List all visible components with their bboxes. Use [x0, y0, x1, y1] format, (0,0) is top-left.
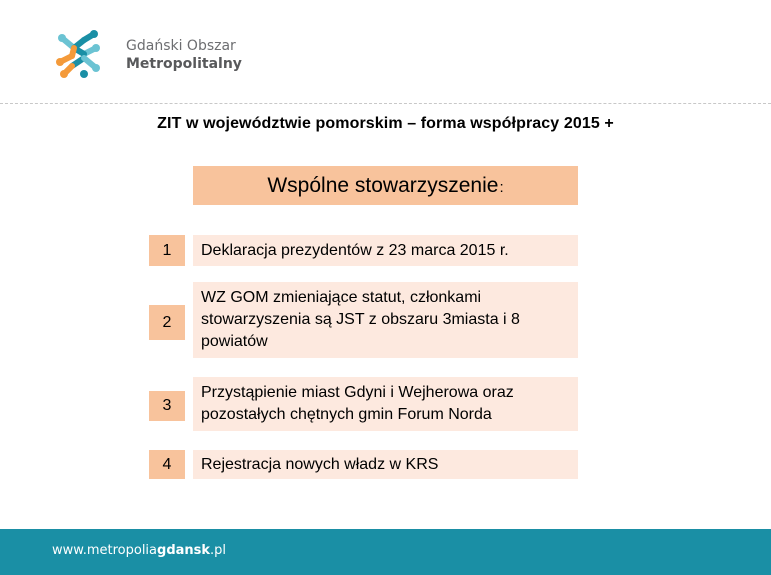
step-label-1: Deklaracja prezydentów z 23 marca 2015 r. [201, 241, 509, 259]
step-label-2: WZ GOM zmieniające statut, członkami stowarzyszenia są JST z obszaru 3miasta i 8 powiatów [201, 289, 520, 350]
step-number-1: 1 [149, 235, 185, 266]
footer-url[interactable] [52, 543, 226, 558]
logo [52, 28, 252, 80]
banner [193, 166, 578, 205]
step-label-3: Przystąpienie miast Gdyni i Wejherowa oraz pozostałych chętnych gmin Forum Norda [201, 384, 514, 423]
step-text-3 [193, 377, 578, 431]
step-text-2 [193, 282, 578, 358]
header-divider [0, 103, 771, 104]
step-number-3: 3 [149, 391, 185, 421]
footer-url-prefix: www.metropolia [52, 543, 158, 558]
step-number-2: 2 [149, 305, 185, 340]
metropolia-logo-icon [52, 28, 106, 80]
logo-line-1: Gdański Obszar [126, 38, 236, 54]
banner-colon: : [499, 179, 504, 196]
step-number-4: 4 [149, 450, 185, 479]
step-text-1 [193, 235, 578, 266]
footer-url-suffix: .pl [210, 543, 227, 558]
footer-url-bold: gdansk [157, 543, 211, 558]
step-label-4: Rejestracja nowych władz w KRS [201, 455, 439, 473]
logo-line-2: Metropolitalny [126, 56, 242, 72]
footer-bar [0, 529, 771, 575]
slide-title: ZIT w województwie pomorskim – forma współpracy 2015 + [157, 115, 614, 132]
banner-text: Wspólne stowarzyszenie [267, 173, 499, 197]
logo-text [126, 37, 242, 73]
step-text-4 [193, 450, 578, 479]
